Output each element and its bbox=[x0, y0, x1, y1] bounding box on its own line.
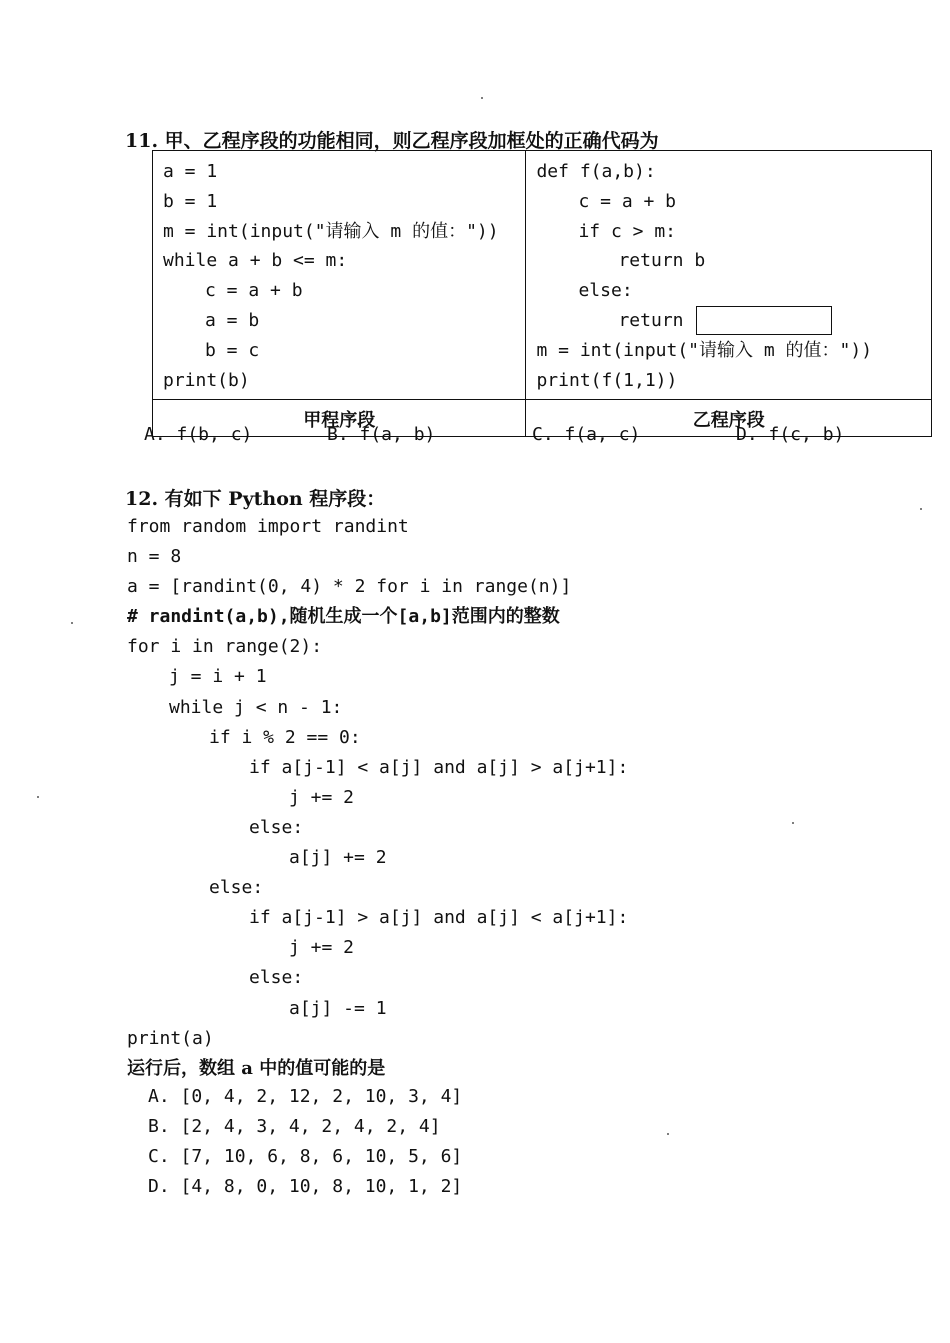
code-line: a[j] += 2 bbox=[289, 847, 387, 869]
code-line: c = a + b bbox=[578, 190, 677, 212]
caption-yi: 乙程序段 bbox=[526, 400, 932, 437]
question-12-code bbox=[127, 512, 628, 1054]
code-line: from random import randint bbox=[127, 516, 409, 537]
option-b[interactable]: B. f(a, b) bbox=[327, 424, 436, 445]
code-line: else: bbox=[249, 816, 304, 838]
scan-speck bbox=[920, 508, 922, 510]
program-jia-code bbox=[153, 151, 526, 400]
code-line: j += 2 bbox=[289, 786, 355, 808]
code-line: return b bbox=[618, 250, 706, 272]
question-12-title: 12. 有如下 Python 程序段： bbox=[125, 488, 386, 510]
code-line: else: bbox=[209, 877, 264, 899]
answer-blank-box bbox=[696, 306, 832, 335]
scan-speck bbox=[667, 1133, 669, 1135]
code-line: else: bbox=[249, 967, 304, 989]
code-line: if i % 2 == 0: bbox=[209, 726, 361, 748]
option-b[interactable]: B. [2, 4, 3, 4, 2, 4, 2, 4] bbox=[148, 1116, 441, 1137]
code-line: while j < n - 1: bbox=[169, 696, 343, 718]
scan-speck bbox=[792, 822, 794, 824]
scan-speck bbox=[481, 97, 483, 99]
option-c[interactable]: C. f(a, c) bbox=[532, 424, 641, 445]
code-line: b = 1 bbox=[163, 190, 218, 212]
code-line: print(b) bbox=[163, 369, 250, 391]
code-line: if c > m: bbox=[578, 220, 677, 242]
program-comparison-table bbox=[152, 150, 932, 437]
option-a[interactable]: A. f(b, c) bbox=[144, 424, 253, 445]
program-yi-code bbox=[526, 151, 932, 400]
code-line: print(f(1,1)) bbox=[536, 369, 678, 391]
code-line: a = 1 bbox=[163, 161, 218, 182]
code-line: a = [randint(0, 4) * 2 for i in range(n)] bbox=[127, 576, 572, 598]
caption-jia: 甲程序段 bbox=[153, 400, 526, 437]
code-line: c = a + b bbox=[205, 280, 303, 302]
code-line: else: bbox=[578, 280, 633, 302]
code-line: if a[j-1] > a[j] and a[j] < a[j+1]: bbox=[249, 907, 629, 929]
scan-speck bbox=[37, 796, 39, 798]
code-line: for i in range(2): bbox=[127, 636, 323, 658]
code-line: j = i + 1 bbox=[169, 666, 267, 688]
return-keyword: return bbox=[618, 309, 684, 331]
code-line: b = c bbox=[205, 339, 260, 361]
code-line: while a + b <= m: bbox=[163, 250, 348, 272]
code-line: n = 8 bbox=[127, 546, 182, 568]
option-d[interactable]: D. [4, 8, 0, 10, 8, 10, 1, 2] bbox=[148, 1176, 463, 1197]
option-d[interactable]: D. f(c, b) bbox=[736, 424, 845, 445]
code-comment: # randint(a,b),随机生成一个[a,b]范围内的整数 bbox=[127, 606, 560, 628]
option-c[interactable]: C. [7, 10, 6, 8, 6, 10, 5, 6] bbox=[148, 1146, 463, 1167]
option-a[interactable]: A. [0, 4, 2, 12, 2, 10, 3, 4] bbox=[148, 1086, 463, 1107]
code-line-return-blank bbox=[536, 306, 921, 336]
code-line: m = int(input("请输入 m 的值：")) bbox=[163, 220, 499, 242]
question-12-options bbox=[148, 1082, 462, 1202]
question-11-title: 11. 甲、乙程序段的功能相同，则乙程序段加框处的正确代码为 bbox=[125, 130, 659, 152]
code-line: a[j] -= 1 bbox=[289, 997, 387, 1019]
code-line: j += 2 bbox=[289, 937, 355, 959]
code-line: a = b bbox=[205, 309, 260, 331]
scan-speck bbox=[71, 622, 73, 624]
code-line: print(a) bbox=[127, 1027, 214, 1049]
question-12-prompt: 运行后，数组 a 中的值可能的是 bbox=[127, 1058, 386, 1079]
code-line: def f(a,b): bbox=[536, 161, 656, 182]
code-line: if a[j-1] < a[j] and a[j] > a[j+1]: bbox=[249, 756, 629, 778]
code-line: m = int(input("请输入 m 的值：")) bbox=[536, 339, 873, 361]
